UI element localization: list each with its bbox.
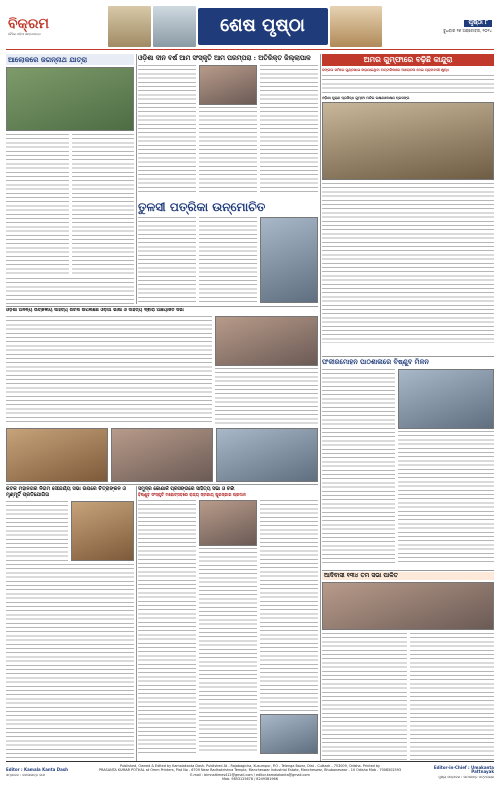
editor-credit [6,768,86,777]
text-column [322,183,494,343]
photo-caption: ଓଡ଼ିଶା ପୁରାଣ ପ୍ରସିଦ୍ଧ ଗୁମ୍ଫା ମନ୍ଦିର ରକ୍ଷଣାବେକ୍ଷଣ ପ୍ରସଙ୍ଗ [322,95,410,100]
text-column [138,217,196,303]
article-drawing-competition[interactable] [6,486,134,762]
imprint-email[interactable]: E-mail : bimnaltimes412@gmail.com / editor.kamalakanta@gmail.com [190,772,310,777]
text-column [6,501,68,561]
text-column [199,107,257,193]
article-lede [322,75,494,95]
column-rule [320,54,321,762]
text-column [398,431,494,565]
page-number: ପୃଷ୍ଠା ୮ [464,20,492,26]
article-grid [6,54,494,760]
masthead-images-right [328,4,385,49]
text-column [260,65,318,193]
article-photo [322,102,494,180]
article-literature-meeting[interactable] [6,308,318,424]
column-rule [136,486,137,762]
chief-editor-name: Editor-in-Chief : Umakanta Pattnayak [433,764,494,775]
masthead-meta [384,4,494,49]
article-odisha-day[interactable] [138,54,318,196]
text-column [199,548,257,754]
article-headline: ଓଡ଼ିଶା ଦୀନ ବର୍ଷ ଆମ ସଂସ୍କୃତି ଆମ ପରମ୍ପରା : ଅତିରିକ୍ତ ଜିଲ୍ଲାପାଳ [138,54,311,62]
imprint-printer: PRASANTA KUMAR POTHAL at Omm Printers, Plot No - 6709 Near Radhakrishna Temple, Mancheswar Industrial Estate, Mancheswar, Bhubaneswar - 10 Odisha Mob - 7008502593 [98,768,402,773]
article-body [6,134,134,274]
article-headline: ସମୁଦ୍ର କୋଣାର୍କ ପ୍ରସଙ୍ଗରେ ସାହିତ୍ୟ ସଭା ଓ ଚର୍ଚ୍ଚା [138,486,235,492]
imprint-line [86,764,414,782]
masthead-image [330,6,383,47]
article-body [138,65,318,193]
text-column [6,278,134,304]
logo [6,4,106,49]
article-photo [6,428,108,482]
article-body [6,501,134,561]
logo-subtitle: ଦୈନିକ ଓଡ଼ିଆ ସମ୍ବାଦପତ୍ର [8,32,41,37]
text-column [6,564,134,758]
imprint-publisher: Published, Owned & Edited by Kamalakanta Dash. Published At - Rajabagicha, Kusumpur, P.O - Telenga Bazar, Dist - Cuttack - 753009, Odisha. Printed by [119,763,381,768]
row-rule [6,306,318,307]
issue-date: ବୁଧବାର ୧୬ ଅକ୍ଟୋବର, ୨୦୨୪ [443,27,492,33]
text-column [215,368,318,424]
article-body [322,369,494,565]
article-body [322,633,494,761]
masthead-images [106,4,198,49]
article-photo [260,217,318,303]
section-title: ଶେଷ ପୃଷ୍ଠା [198,8,328,45]
article-headline: କଟକ ମହାନଗର ନିଗମ ସୌନ୍ଦର୍ଯ୍ୟ ସଭା ଉପରେ ଚିତ୍ରାଙ୍କନ ଓ ମୃଣ୍ମୂର୍ତି ପ୍ରତିଯୋଗିତା [6,486,126,499]
text-column [6,134,69,274]
article-tulsi-magazine[interactable] [138,200,318,304]
article-jagannath[interactable] [6,54,134,274]
editor-name-odia: ସମ୍ପାଦକ : କମଳାକାନ୍ତ ଦାଶ [6,772,45,777]
article-subheadline: ବିଷ୍ଣୁବ ସଂସ୍କୃତି ମହୋତ୍ସବରେ ରାଜ୍ୟ ସ୍ତରୀୟ ପୁରସ୍କାର ପ୍ରଦାନ [138,492,247,498]
article-adivasi-meeting[interactable] [322,572,494,762]
article-photo [398,369,494,429]
article-body [138,217,318,303]
article-photo [215,316,318,366]
masthead [6,4,494,50]
photo-strip [6,428,318,482]
article-photo [6,67,134,131]
masthead-image [108,6,151,47]
text-column [410,633,495,761]
text-column [6,316,212,424]
article-body [6,316,318,424]
article-headline: ଆଦିବାସୀ ୧୩୪ ତମ ସଭା ପାଳିତ [322,572,494,580]
article-banner: ଅମର ଗୁମ୍ଫାରେ ବଢ଼ିଛି କାନ୍ଦୁରା [322,54,494,66]
masthead-image [153,6,196,47]
text-column [322,369,395,565]
article-photo [322,582,494,630]
imprint-footer [6,761,494,783]
article-amar-cave[interactable] [322,54,494,354]
article-fakir-mohan-school[interactable] [322,358,494,568]
text-column [199,217,257,303]
article-photo [199,65,257,105]
article-headline: ତୁଳସୀ ପତ୍ରିକା ଉନ୍ମୋଚିତ [138,200,266,214]
text-column [322,633,407,761]
article-photo [71,501,135,561]
column-rule [136,54,137,304]
article-continuation [6,278,134,304]
article-photo [216,428,318,482]
article-headline: ଆଲୋକରେ ଜଗନ୍ନାଥ ଯାତ୍ରା [6,54,134,65]
article-photo [199,500,257,546]
imprint-phone: Mob. 9853125678 / 8249381966 [222,776,278,781]
text-column [260,500,318,712]
text-column [72,134,135,274]
text-column [138,500,196,754]
article-photo [260,714,318,754]
logo-text: ବିକ୍ରମ [8,16,49,33]
chief-editor-credit [414,766,494,779]
article-body [138,500,318,754]
article-konark-festival[interactable] [138,486,318,762]
article-subheadline: ଜଙ୍ଗଲ ଜମିରେ ଗୁଣ୍ଡଖାଇ କରାଯାଇଥିବା ଅଟ୍ଟାଳିକାରେ ଆଲୋଚନା ନେଇ ଗ୍ରାମବାସୀ କ୍ଷୁବ୍ଧ [322,68,449,72]
chief-editor-name-odia: ମୁଖ୍ୟ ସମ୍ପାଦକ : ଉମାକାନ୍ତ ପଟ୍ଟନାୟକ [438,774,494,779]
editor-name: Editor : Kamala Kanta Dash [6,767,69,773]
row-rule [322,356,494,357]
row-rule [322,570,494,571]
text-column [138,65,196,193]
article-headline: ଓଡ଼ିଶା ଅନନ୍ୟ ଉତ୍କଳୀୟ ସାହିତ୍ୟ ରଚନା ଉପଲକ୍ଷେ ଓଡ଼ିଆ ଭାଷା ଓ ସାହିତ୍ୟ ଦ୍ଵାରା ଆୟୋଜିତ ସଭା [6,308,184,313]
article-headline: ଫକୀରମୋହନ ପାଠଶାଳାରେ ବିଷ୍ଣୁବ ମିଳନ [322,358,429,366]
row-rule [6,484,318,485]
article-photo [111,428,213,482]
